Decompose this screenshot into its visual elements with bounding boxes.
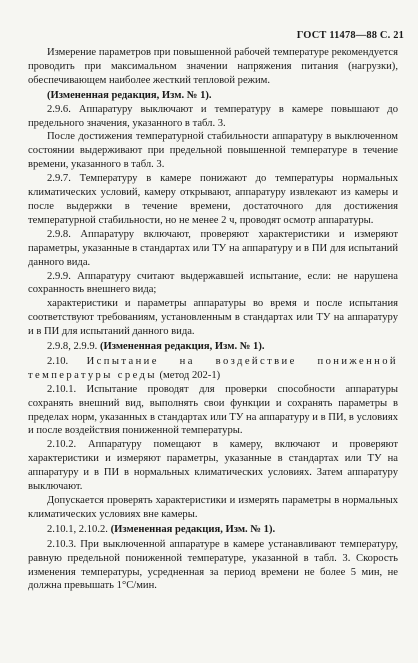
- paragraph-2-10-3: 2.10.3. При выключенной аппаратуре в камере устанавливают температуру, равную предельной пониженной температуре, указанной в табл. 3. Скорость изменения температуры, усредненная за период времени не более 5 мин, не должна превышать 1°С/мин.: [28, 538, 398, 592]
- amendment-note: (Измененная редакция, Изм. № 1).: [47, 89, 212, 101]
- paragraph-2-9-9: 2.9.9. Аппаратуру считают выдержавшей испытание, если: не нарушена сохранность внешнего вида;: [28, 270, 398, 296]
- amendment-label: (Измененная редакция, Изм. № 1).: [99, 341, 265, 353]
- paragraph-permitted: Допускается проверять характеристики и измерять параметры в нормальных климатических условиях вне камеры.: [28, 495, 398, 520]
- document-body: [28, 46, 398, 593]
- paragraph-intro: Измерение параметров при повышенной рабочей температуре рекомендуется проводить при максимальном значении напряжения питания (нагрузки), обеспечивающем наиболее жесткий тепловой режим.: [28, 47, 398, 86]
- amendment-label: (Измененная редакция, Изм. № 1).: [110, 523, 276, 535]
- amendment-note-2-9: [28, 340, 398, 354]
- paragraph-stability: После достижения температурной стабильности аппаратуру в выключенном состоянии выдерживают при предельной повышенной температуре в течение времени, указанного в табл. 3.: [28, 131, 398, 171]
- section-title: Испытание на воздействие пониженной температуры среды: [28, 355, 398, 381]
- paragraph-2-9-6: 2.9.6. Аппаратуру выключают и температуру в камере повышают до предельного значения, указанного в табл. 3.: [28, 103, 398, 129]
- amendment-ref: 2.10.1, 2.10.2.: [47, 523, 111, 535]
- amendment-ref: 2.9.8, 2.9.9.: [47, 341, 100, 353]
- amendment-note-2-10: [28, 523, 398, 537]
- section-method: (метод 202-1): [156, 369, 221, 381]
- paragraph-2-10-2: 2.10.2. Аппаратуру помещают в камеру, включают и проверяют характеристики и измеряют параметры, указанные в стандартах или ТУ на аппаратуру и в ПИ в нормальных климатических условиях. Затем аппаратуру выключают.: [28, 439, 398, 493]
- paragraph-characteristics: характеристики и параметры аппаратуры во время и после испытания соответствуют требованиям, установленным в стандартах или ТУ на аппаратуру и в ПИ для испытаний данного вида.: [28, 298, 398, 338]
- paragraph-2-10-1: 2.10.1. Испытание проводят для проверки способности аппаратуры сохранять внешний вид, выполнять свои функции и сохранять параметры в пределах норм, указанных в стандартах или ТУ на аппаратуру и в ПИ, в условиях и после воздействия пониженной температуры.: [28, 383, 398, 437]
- paragraph-2-9-8: 2.9.8. Аппаратуру включают, проверяют характеристики и измеряют параметры, указанные в стандартах или ТУ на аппаратуру и в ПИ для испытаний данного вида.: [28, 228, 398, 268]
- page-header: ГОСТ 11478—88 С. 21: [296, 30, 404, 41]
- section-2-10-title: [28, 355, 398, 383]
- paragraph-2-9-7: 2.9.7. Температуру в камере понижают до температуры нормальных климатических условий, камеру открывают, аппаратуру извлекают из камеры и после выдержки в течение времени, достаточного для достижения температурной стабильности, но не менее 2 ч, проводят осмотр аппаратуры.: [28, 173, 398, 226]
- section-number: 2.10.: [47, 355, 87, 367]
